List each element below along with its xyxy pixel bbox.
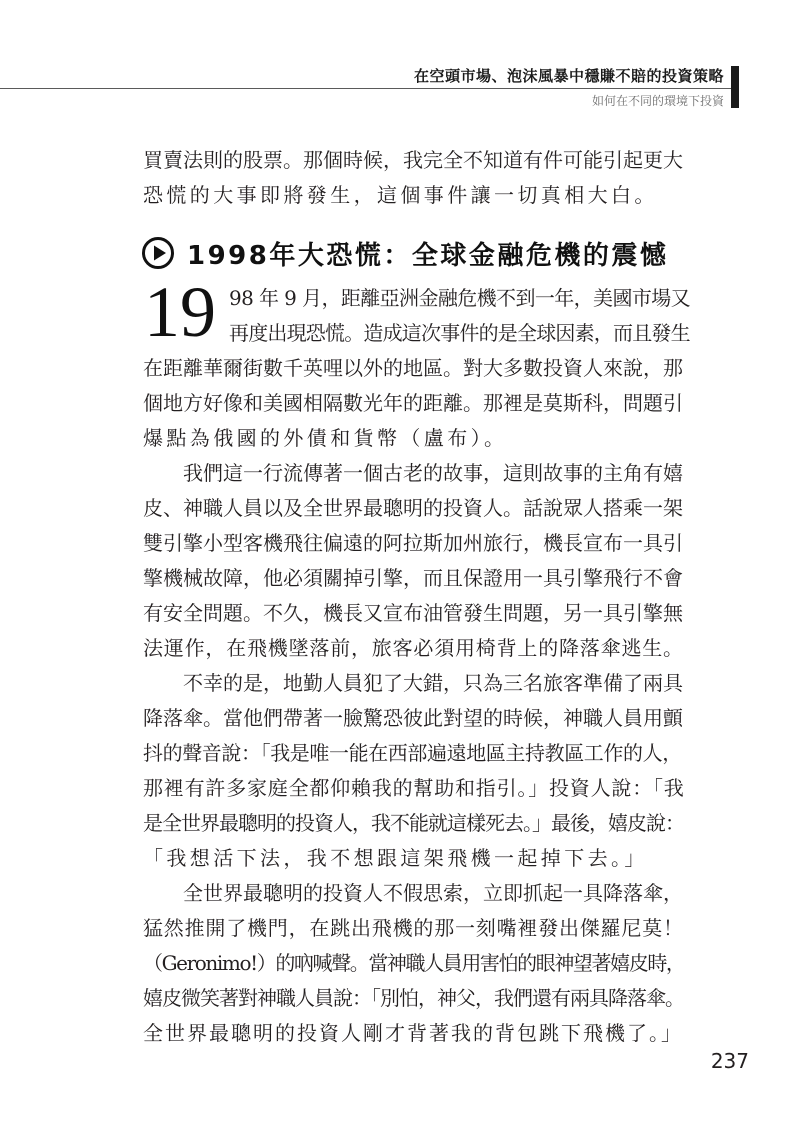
section-heading <box>141 233 701 273</box>
body-paragraphs <box>143 351 686 1051</box>
section-heading-text: 1998年大恐慌：全球金融危機的震憾 <box>187 240 669 271</box>
text-line: 不幸的是，地勤人員犯了大錯，只為三名旅客準備了兩具 <box>183 671 683 695</box>
text-line: 全世界最聰明的投資人剛才背著我的背包跳下飛機了。」 <box>143 1021 683 1045</box>
text-line: 嬉皮微笑著對神職人員說：「別怕，神父，我們還有兩具降落傘。 <box>143 986 684 1010</box>
text-line: 法運作，在飛機墜落前，旅客必須用椅背上的降落傘逃生。 <box>143 636 684 660</box>
book-title: 在空頭市場、泡沫風暴中穩賺不賠的投資策略 <box>413 67 724 85</box>
header-bar <box>731 66 739 108</box>
text-line: 皮、神職人員以及全世界最聰明的投資人。話說眾人搭乘一架 <box>143 496 683 520</box>
text-line: 再度出現恐慌。造成這次事件的是全球因素，而且發生 <box>229 321 690 345</box>
intro-paragraph <box>143 143 686 213</box>
text-line: 抖的聲音說：「我是唯一能在西部遍遠地區主持教區工作的人， <box>143 741 682 765</box>
text-line: 爆點為俄國的外債和貨幣（盧布）。 <box>143 426 508 450</box>
header-rule <box>0 88 733 89</box>
paragraph <box>143 456 686 666</box>
text-line: （Geronimo!）的吶喊聲。當神職人員用害怕的眼神望著嬉皮時， <box>143 951 685 975</box>
text-line: 降落傘。當他們帶著一臉驚恐彼此對望的時候，神職人員用顫 <box>143 706 683 730</box>
paragraph <box>143 666 686 876</box>
text-line: 擎機械故障，他必須關掉引擎，而且保證用一具引擎飛行不會 <box>143 566 683 590</box>
drop-cap-lines <box>229 281 691 351</box>
text-line: 那裡有許多家庭全都仰賴我的幫助和指引。」投資人說：「我 <box>143 776 685 800</box>
text-line: 個地方好像和美國相隔數光年的距離。那裡是莫斯科，問題引 <box>143 391 683 415</box>
text-line: 全世界最聰明的投資人不假思索，立即抓起一具降落傘， <box>183 881 683 905</box>
play-circle-icon <box>141 236 175 270</box>
paragraph <box>143 876 686 1051</box>
text-line: 雙引擎小型客機飛往偏遠的阿拉斯加州旅行，機長宣布一具引 <box>143 531 683 555</box>
text-line: 是全世界最聰明的投資人，我不能就這樣死去。」最後，嬉皮說： <box>143 811 684 835</box>
chapter-title: 如何在不同的環境下投資 <box>591 94 724 108</box>
drop-cap: 19 <box>144 272 216 352</box>
text-line: 猛然推開了機門，在跳出飛機的那一刻嘴裡發出傑羅尼莫！ <box>143 916 684 940</box>
text-line: 「我想活下法，我不想跟這架飛機一起掉下去。」 <box>143 846 648 870</box>
text-line: 98 年 9 月，距離亞洲金融危機不到一年，美國市場又 <box>229 286 691 310</box>
page-number: 237 <box>710 1049 749 1073</box>
text-line: 有安全問題。不久，機長又宣布油管發生問題，另一具引擎無 <box>143 601 683 625</box>
text-line: 買賣法則的股票。那個時候，我完全不知道有件可能引起更大 <box>143 148 683 172</box>
text-line: 恐慌的大事即將發生，這個事件讓一切真相大白。 <box>143 183 658 207</box>
text-line: 在距離華爾街數千英哩以外的地區。對大多數投資人來說，那 <box>143 356 683 380</box>
text-line: 我們這一行流傳著一個古老的故事，這則故事的主角有嬉 <box>183 461 683 485</box>
paragraph <box>143 351 686 456</box>
